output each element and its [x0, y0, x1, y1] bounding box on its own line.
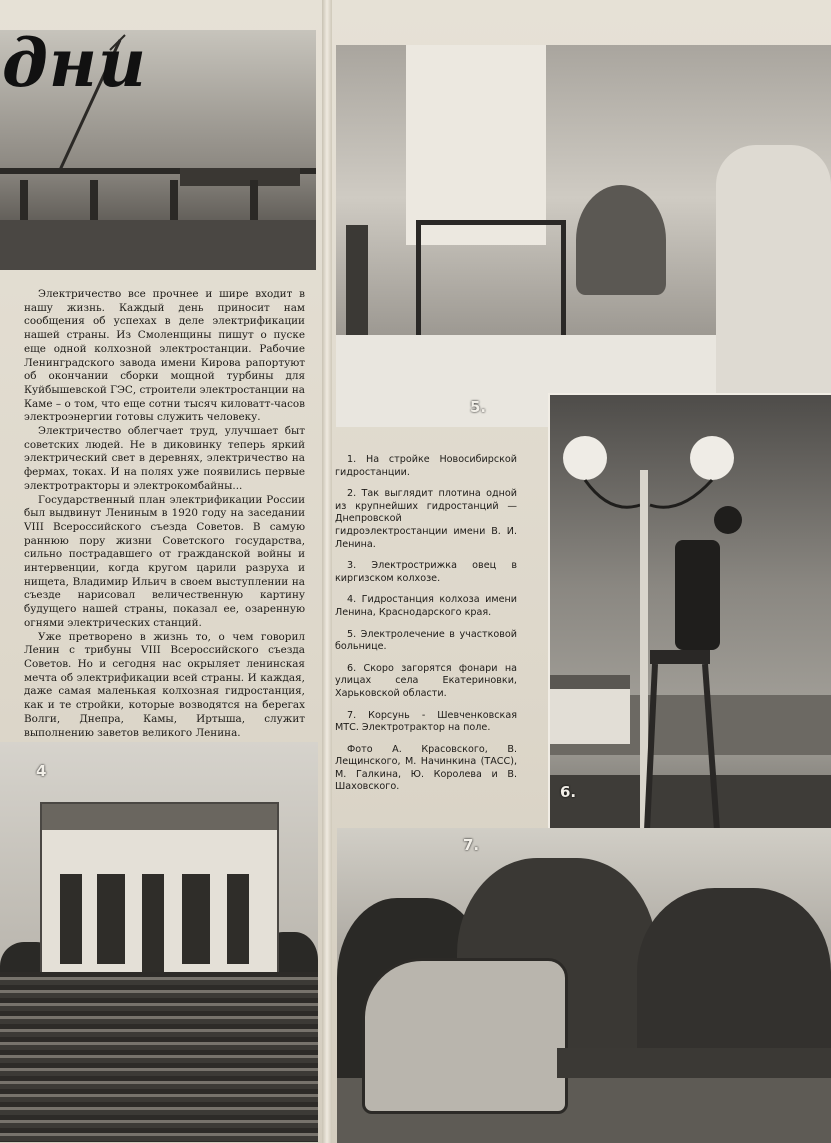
- title-fragment: дни: [2, 24, 147, 102]
- caption-1: 1. На стройке Новосибирской гидростанции.: [335, 454, 517, 478]
- caption-4: 4. Гидростанция колхоза имени Ленина, Краснодарского края.: [335, 594, 517, 618]
- article-body: [24, 288, 305, 740]
- photo-number: 5.: [470, 398, 487, 416]
- photo-7-electrotractor: [337, 828, 831, 1143]
- photo-number: 7.: [463, 836, 480, 854]
- photo-number: 4: [36, 762, 47, 780]
- photo-5-electrotherapy: [336, 45, 831, 427]
- page-fold: [322, 0, 332, 1143]
- photo-credit: Фото А. Красовского, В. Лещинского, М. Начинкина (ТАСС), М. Галкина, Ю. Королева и В. Шаховского.: [335, 743, 517, 793]
- photo-4-hydro-station: [0, 742, 318, 1142]
- article-paragraph: Электричество облегчает труд, улучшает быт советских людей. Не в диковинку теперь яркий электрический свет в деревнях, электричество на фермах, токах. И на полях уже появились первые электротракторы и электрокомбайны...: [24, 425, 305, 492]
- caption-6: 6. Скоро загорятся фонари на улицах села Екатериновки, Харьковской области.: [335, 662, 517, 699]
- photo-number: 6.: [560, 783, 577, 801]
- lamp-post: [550, 395, 831, 872]
- article-paragraph: Государственный план электрификации России был выдвинут Лениным в 1920 году на заседании VIII Всероссийского съезда Советов. В самую раннюю пору жизни Советского государства, сильно пострадавшего от гражданской войны и интервенции, когда кругом царили разруха и нищета, Владимир Ильич в своем выступлении на съезде нарисовал величественную картину будущего нашей страны, показал ее, озаренную огнями электрических станций.: [24, 493, 305, 629]
- caption-7: 7. Корсунь - Шевченковская МТС. Электротрактор на поле.: [335, 709, 517, 734]
- station-building: [40, 802, 279, 996]
- article-paragraph: Электричество все прочнее и шире входит в нашу жизнь. Каждый день приносит нам сообщения об успехах в деле электрификации нашей страны. Из Смоленщины пишут о пуске еще одной колхозной электростанции. Рабочие Ленинградского завода имени Кирова рапортуют об окончании сборки мощной турбины для Куйбышевской ГЭС, строители электростанции на Каме – о том, что еще сотни тысяч киловатт-часов электроэнергии готовы служить человеку.: [24, 288, 305, 424]
- article-paragraph: Уже претворено в жизнь то, о чем говорил Ленин с трибуны VIII Всероссийского съезда Советов. Но и сегодня нас окрыляет ленинская мечта об электрификации всей страны. И каждая, даже самая маленькая колхозная гидростанция, как и те стройки, которые возводятся на берегах Волги, Днепра, Камы, Иртыша, служит выполнению заветов великого Ленина.: [24, 630, 305, 739]
- tractor: [362, 958, 568, 1114]
- photo-6-street-lamps: [548, 393, 831, 874]
- caption-block: [335, 454, 517, 803]
- caption-3: 3. Электрострижка овец в киргизском колхозе.: [335, 560, 517, 584]
- caption-5: 5. Электролечение в участковой больнице.: [335, 628, 517, 653]
- caption-2: 2. Так выглядит плотина одной из крупнейших гидростанций — Днепровской гидроэлектростанции имени В. И. Ленина.: [335, 488, 517, 550]
